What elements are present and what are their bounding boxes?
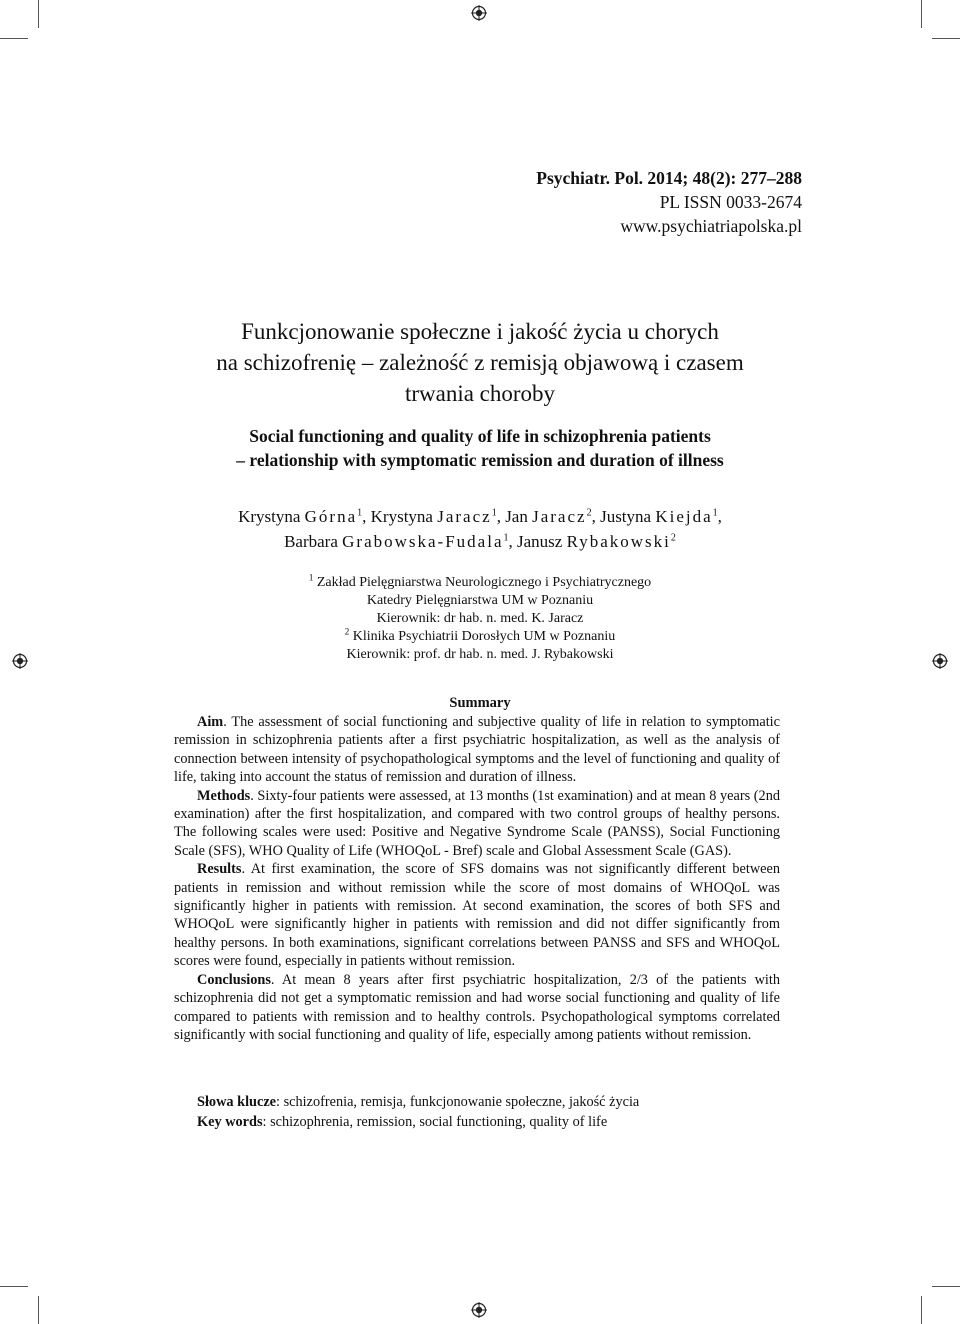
author-first-name: Krystyna — [370, 507, 433, 526]
author-affiliation-mark: 1 — [503, 532, 509, 544]
affiliation-text: Klinika Psychiatrii Dorosłych UM w Poznaniu — [352, 629, 616, 644]
crop-mark-bottom-right-h — [932, 1286, 960, 1287]
journal-website: www.psychiatriapolska.pl — [620, 216, 802, 236]
crop-mark-bottom-right-v — [921, 1296, 922, 1324]
affiliation-line: Kierownik: prof. dr hab. n. med. J. Rybakowski — [346, 647, 614, 662]
title-pl-line: trwania choroby — [404, 381, 556, 406]
author-line: Barbara Grabowska-Fudala$^1$, Janusz Rybakowski$^2$ — [284, 532, 676, 551]
abstract-conclusions-text: . At mean 8 years after first psychiatric hospitalization, 2/3 of the patients with schizophrenia did not get a symptomatic remission and had worse social functioning and quality of life compared to patients with remission and to healthy controls. Psychopathological symptoms correlated significantly with social functioning and quality of life, especially among patients without remission. — [174, 971, 780, 1043]
author-line: Krystyna Górna$^1$, Krystyna Jaracz$^1$, Jan Jaracz$^2$, Justyna Kiejda$^1$, — [238, 507, 722, 526]
author-last-name: Jaracz — [437, 507, 492, 526]
author-last-name: Jaracz — [532, 507, 587, 526]
keywords-english-text: : schizophrenia, remission, social functioning, quality of life — [262, 1113, 608, 1130]
crop-mark-bottom-left-h — [0, 1286, 28, 1287]
abstract-conclusions-label: Conclusions — [197, 971, 271, 988]
journal-issn: PL ISSN 0033-2674 — [659, 192, 802, 212]
author-affiliation-mark: 2 — [670, 532, 676, 544]
abstract-results-text: . At first examination, the score of SFS domains was not significantly different between patients in remission and without remission while the score of most domains of WHOQoL was significantly higher in patients with remission. At second examination, the scores of both SFS and WHOQoL were significantly higher in patients with remission and did not differ significantly from healthy persons. In both examinations, significant correlations between PANSS and SFS and WHOQoL scores were found, especially in patients without remission. — [174, 861, 780, 970]
keywords-block — [174, 1093, 780, 1132]
crop-mark-top-right-v — [921, 0, 922, 28]
keywords-polish-text: : schizofrenia, remisja, funkcjonowanie społeczne, jakość życia — [276, 1094, 640, 1110]
title-pl-line: Funkcjonowanie społeczne i jakość życia u chorych — [241, 319, 719, 344]
keywords-polish-label: Słowa klucze — [197, 1094, 277, 1110]
title-en-line: Social functioning and quality of life in schizophrenia patients — [249, 426, 711, 446]
abstract-aim — [174, 713, 780, 787]
author-list — [130, 504, 830, 554]
title-pl-line: na schizofrenię – zależność z remisją objawową i czasem — [216, 350, 744, 375]
title-en-line: – relationship with symptomatic remission and duration of illness — [236, 450, 724, 470]
author-affiliation-mark: 1 — [491, 507, 497, 519]
keywords-polish — [174, 1093, 780, 1113]
author-first-name: Barbara — [284, 532, 338, 551]
abstract-methods — [174, 787, 780, 861]
crop-mark-top-right-h — [932, 38, 960, 39]
journal-citation: Psychiatr. Pol. 2014; 48(2): 277–288 — [536, 168, 802, 188]
affiliation-line — [150, 574, 810, 592]
author-last-name: Grabowska-Fudala — [342, 532, 504, 551]
affiliation-number: 2 — [344, 626, 350, 637]
abstract-results — [174, 860, 780, 970]
abstract-conclusions — [174, 971, 780, 1045]
affiliation-line: Katedry Pielęgniarstwa UM w Poznaniu — [366, 593, 594, 608]
abstract-aim-text: . The assessment of social functioning and subjective quality of life in relation to symptomatic remission in schizophrenia patients after a first psychiatric hospitalization, as well as the analysis of connection between intensity of psychopathological symptoms and the level of functioning and quality of life, taking into account the status of remission and duration of illness. — [174, 714, 780, 786]
journal-header — [536, 166, 802, 238]
article-title-polish — [130, 316, 830, 409]
keywords-english-label: Key words — [197, 1113, 263, 1130]
author-affiliation-mark: 2 — [586, 507, 592, 519]
summary-heading: Summary — [449, 695, 511, 711]
author-last-name: Rybakowski — [566, 532, 671, 551]
registration-mark-icon — [12, 653, 28, 669]
registration-mark-icon — [471, 1302, 487, 1318]
crop-mark-top-left-h — [0, 38, 28, 39]
author-last-name: Górna — [304, 507, 358, 526]
affiliation-line: Kierownik: dr hab. n. med. K. Jaracz — [376, 611, 584, 626]
affiliation-text: Zakład Pielęgniarstwa Neurologicznego i Psychiatrycznego — [316, 575, 652, 590]
crop-mark-bottom-left-v — [38, 1296, 39, 1324]
abstract-results-label: Results — [197, 861, 242, 878]
author-first-name: Jan — [505, 507, 528, 526]
author-first-name: Justyna — [600, 507, 652, 526]
registration-mark-icon — [471, 5, 487, 21]
author-last-name: Kiejda — [655, 507, 713, 526]
keywords-english — [174, 1113, 780, 1133]
crop-mark-top-left-v — [38, 0, 39, 28]
abstract-methods-label: Methods — [197, 787, 251, 804]
abstract-methods-text: . Sixty-four patients were assessed, at 13 months (1st examination) and at mean 8 years (2nd examination) after the first hospitalization, and compared with two control groups of healthy persons. The following scales were used: Positive and Negative Syndrome Scale (PANSS), Social Functioning Scale (SFS), WHO Quality of Life (WHOQoL - Bref) scale and Global Assessment Scale (GAS). — [174, 787, 780, 859]
author-affiliation-mark: 1 — [357, 507, 363, 519]
abstract-body — [174, 713, 780, 1044]
affiliations — [150, 574, 810, 664]
registration-mark-icon — [932, 653, 948, 669]
abstract-aim-label: Aim — [197, 714, 224, 730]
author-first-name: Krystyna — [238, 507, 301, 526]
author-first-name: Janusz — [517, 532, 563, 551]
article-title-english — [130, 424, 830, 472]
affiliation-number: 1 — [308, 572, 314, 583]
author-affiliation-mark: 1 — [712, 507, 718, 519]
affiliation-line — [150, 628, 810, 646]
